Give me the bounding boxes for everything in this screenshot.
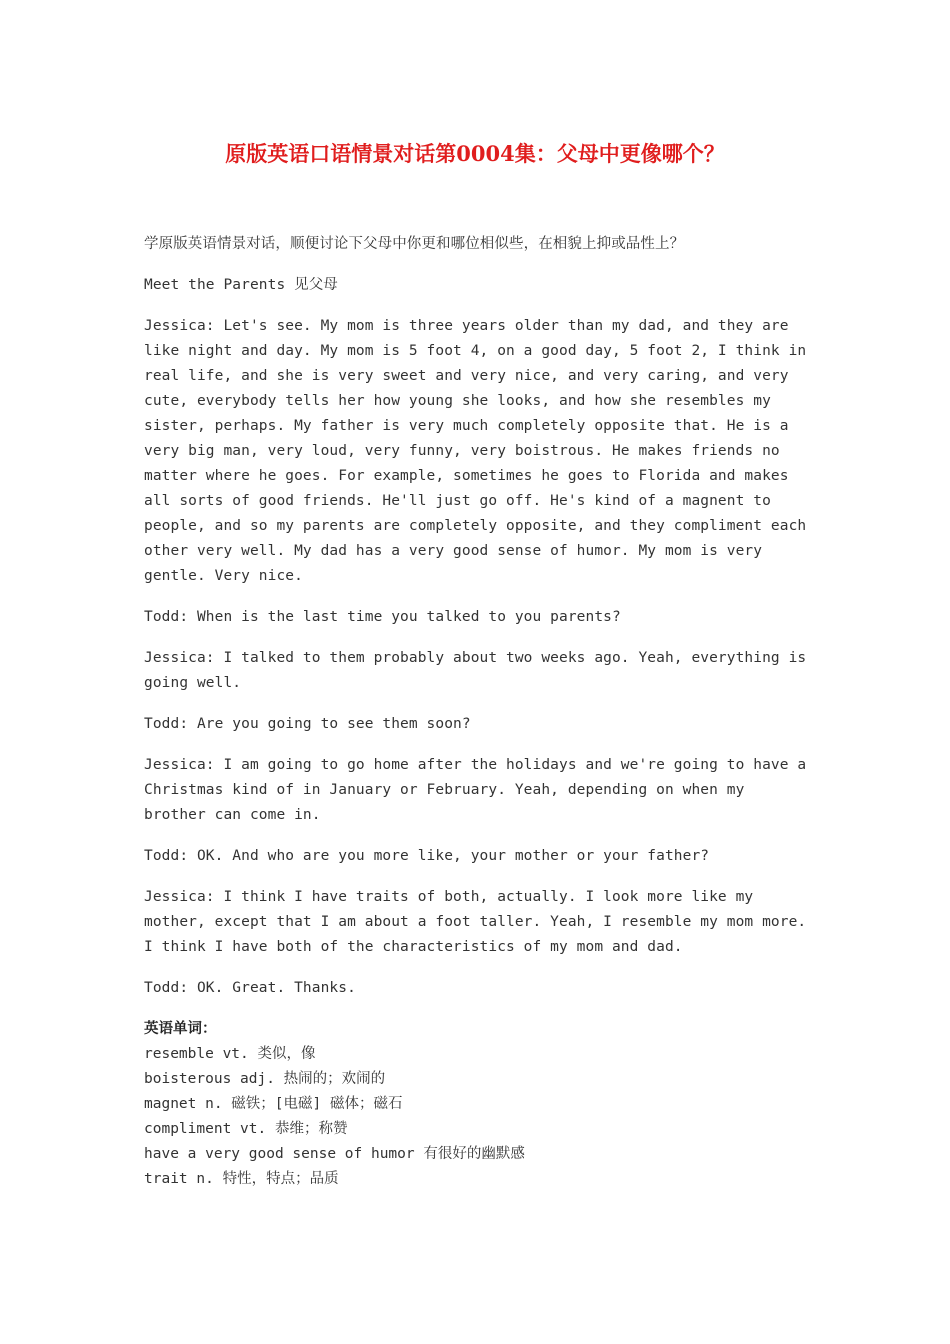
dialogue-line: Jessica: I am going to go home after the holidays and we're going to have a Christmas kind of in January or February. Yeah, depending on when my brother can come in.	[144, 757, 807, 823]
dialogue-line: Todd: OK. And who are you more like, your mother or your father?	[144, 848, 710, 864]
vocab-item: compliment vt. 恭维；称赞	[144, 1121, 348, 1137]
page-title: 原版英语口语情景对话第0004集：父母中更像哪个？	[225, 141, 725, 166]
intro-paragraph: 学原版英语情景对话，顺便讨论下父母中你更和哪位相似些，在相貌上抑或品性上？	[144, 236, 685, 252]
vocab-item: boisterous adj. 热闹的；欢闹的	[144, 1071, 386, 1087]
vocab-item: have a very good sense of humor 有很好的幽默感	[144, 1146, 525, 1162]
vocab-list	[144, 1042, 814, 1192]
vocab-item: resemble vt. 类似，像	[144, 1046, 316, 1062]
dialogue-line: Todd: Are you going to see them soon?	[144, 716, 471, 732]
dialogue-line: Jessica: I talked to them probably about two weeks ago. Yeah, everything is going well.	[144, 650, 807, 691]
dialogue-line: Todd: OK. Great. Thanks.	[144, 980, 356, 996]
document-page	[144, 138, 814, 1192]
vocab-item: trait n. 特性，特点；品质	[144, 1171, 339, 1187]
dialogue-subtitle: Meet the Parents 见父母	[144, 277, 338, 293]
vocab-item: magnet n. 磁铁；[电磁] 磁体；磁石	[144, 1096, 403, 1112]
dialogue-line: Jessica: I think I have traits of both, actually. I look more like my mother, except that I am about a foot taller. Yeah, I resemble my mom more. I think I have both of the characteristics of my mom and dad.	[144, 889, 807, 955]
dialogue-line: Jessica: Let's see. My mom is three years older than my dad, and they are like night and day. My mom is 5 foot 4, on a good day, 5 foot 2, I think in real life, and she is very sweet and very nice, and very caring, and very cute, everybody tells her how young she looks, and how she resembles my sister, perhaps. My father is very much completely opposite that. He is a very big man, very loud, very funny, very boistrous. He makes friends no matter where he goes. For example, sometimes he goes to Florida and makes all sorts of good friends. He'll just go off. He's kind of a magnent to people, and so my parents are completely opposite, and they compliment each other very well. My dad has a very good sense of humor. My mom is very gentle. Very nice.	[144, 318, 807, 584]
vocab-heading: 英语单词：	[144, 1021, 217, 1037]
dialogue-line: Todd: When is the last time you talked to you parents?	[144, 609, 621, 625]
